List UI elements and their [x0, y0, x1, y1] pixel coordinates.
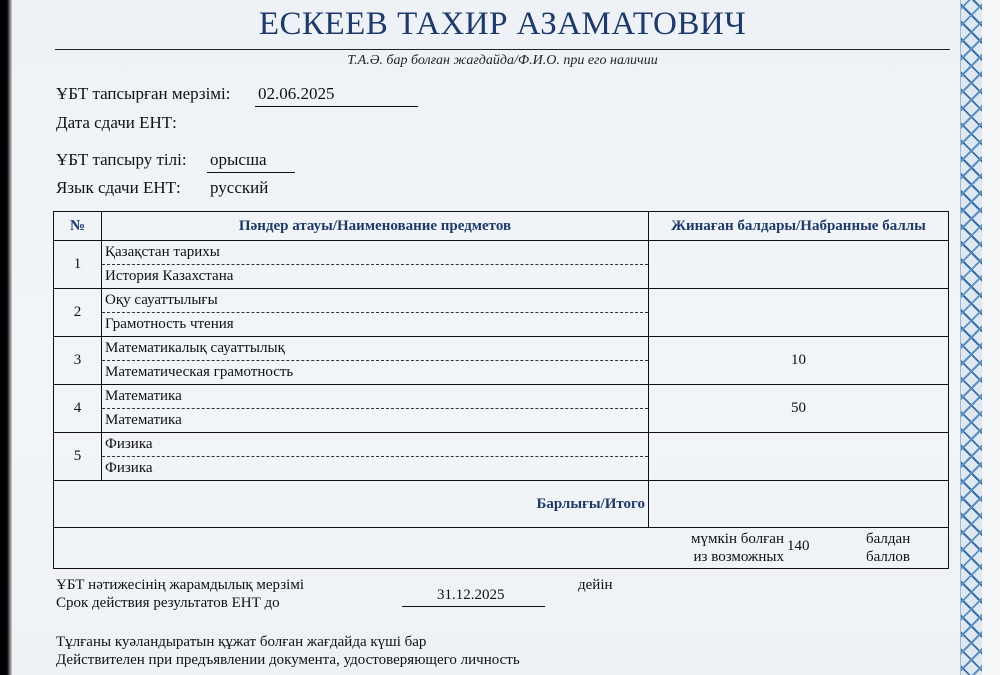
exam-language-value-kz: орысша [210, 150, 267, 169]
exam-date-underline [255, 106, 418, 107]
footer-line-ru: Действителен при предъявлении документа, удостоверяющего личность [56, 652, 520, 668]
total-value [649, 481, 949, 528]
total-row [54, 481, 949, 528]
validity-label-ru: Срок действия результатов ЕНТ до [56, 595, 280, 611]
table-row [54, 385, 949, 433]
exam-date-label-kz: ҰБТ тапсырған мерзімі: [56, 84, 231, 103]
subject-cell [102, 385, 649, 433]
subject-kz: Қазақстан тарихы [102, 241, 648, 265]
points-label-kz: балдан [866, 531, 911, 547]
possible-label-kz: мүмкін болған [691, 531, 784, 547]
exam-language-value-ru: русский [210, 178, 269, 197]
scores-table [53, 211, 949, 569]
header-num: № [54, 212, 102, 241]
exam-date-value: 02.06.2025 [258, 84, 335, 103]
subject-kz: Физика [102, 433, 648, 457]
subject-ru: История Казахстана [105, 268, 234, 284]
possible-cell [54, 528, 949, 569]
row-num: 1 [54, 241, 102, 289]
holder-name: ЕСКЕЕВ ТАХИР АЗАМАТОВИЧ [258, 6, 747, 42]
subject-ru: Математическая грамотность [105, 364, 294, 380]
possible-row [54, 528, 949, 569]
total-label: Барлығы/Итого [54, 481, 649, 528]
possible-value: 140 [787, 538, 810, 554]
exam-language-label-ru: Язык сдачи ЕНТ: [56, 178, 181, 197]
validity-date: 31.12.2025 [437, 587, 505, 603]
table-row [54, 241, 949, 289]
header-score: Жинаған балдары/Набранные баллы [649, 212, 949, 241]
subject-ru: Грамотность чтения [105, 316, 234, 332]
row-num: 2 [54, 289, 102, 337]
subject-cell [102, 337, 649, 385]
subject-kz: Математикалық сауаттылық [102, 337, 648, 361]
table-row [54, 289, 949, 337]
validity-underline [402, 606, 545, 607]
exam-date-label-ru: Дата сдачи ЕНТ: [56, 113, 177, 132]
subject-ru: Физика [105, 460, 153, 476]
validity-suffix-kz: дейін [578, 577, 613, 593]
validity-label-kz: ҰБТ нәтижесінің жарамдылық мерзімі [56, 577, 304, 593]
possible-label [619, 530, 784, 566]
points-label-ru: баллов [866, 549, 910, 565]
score-cell: 50 [649, 385, 949, 433]
footer-line-kz: Тұлғаны куәландыратын құжат болған жағдайда күші бар [56, 634, 427, 650]
row-num: 3 [54, 337, 102, 385]
table-header-row [54, 212, 949, 241]
score-cell [649, 289, 949, 337]
exam-language-label-kz: ҰБТ тапсыру тілі: [56, 150, 187, 169]
decorative-border [960, 0, 983, 675]
subject-kz: Математика [102, 385, 648, 409]
points-label [866, 530, 910, 566]
exam-language-underline [207, 172, 295, 173]
page-edge [982, 0, 1000, 675]
subject-ru: Математика [105, 412, 182, 428]
left-shadow [0, 0, 12, 675]
subject-kz: Оқу сауаттылығы [102, 289, 648, 313]
possible-label-ru: из возможных [693, 549, 784, 565]
row-num: 5 [54, 433, 102, 481]
header-subject: Пәндер атауы/Наименование предметов [102, 212, 649, 241]
name-underline [55, 49, 950, 50]
score-cell: 10 [649, 337, 949, 385]
score-cell [649, 433, 949, 481]
name-caption: Т.А.Ә. бар болған жағдайда/Ф.И.О. при его наличии [347, 53, 658, 68]
table-row [54, 337, 949, 385]
score-cell [649, 241, 949, 289]
table-row [54, 433, 949, 481]
subject-cell [102, 241, 649, 289]
row-num: 4 [54, 385, 102, 433]
subject-cell [102, 289, 649, 337]
subject-cell [102, 433, 649, 481]
